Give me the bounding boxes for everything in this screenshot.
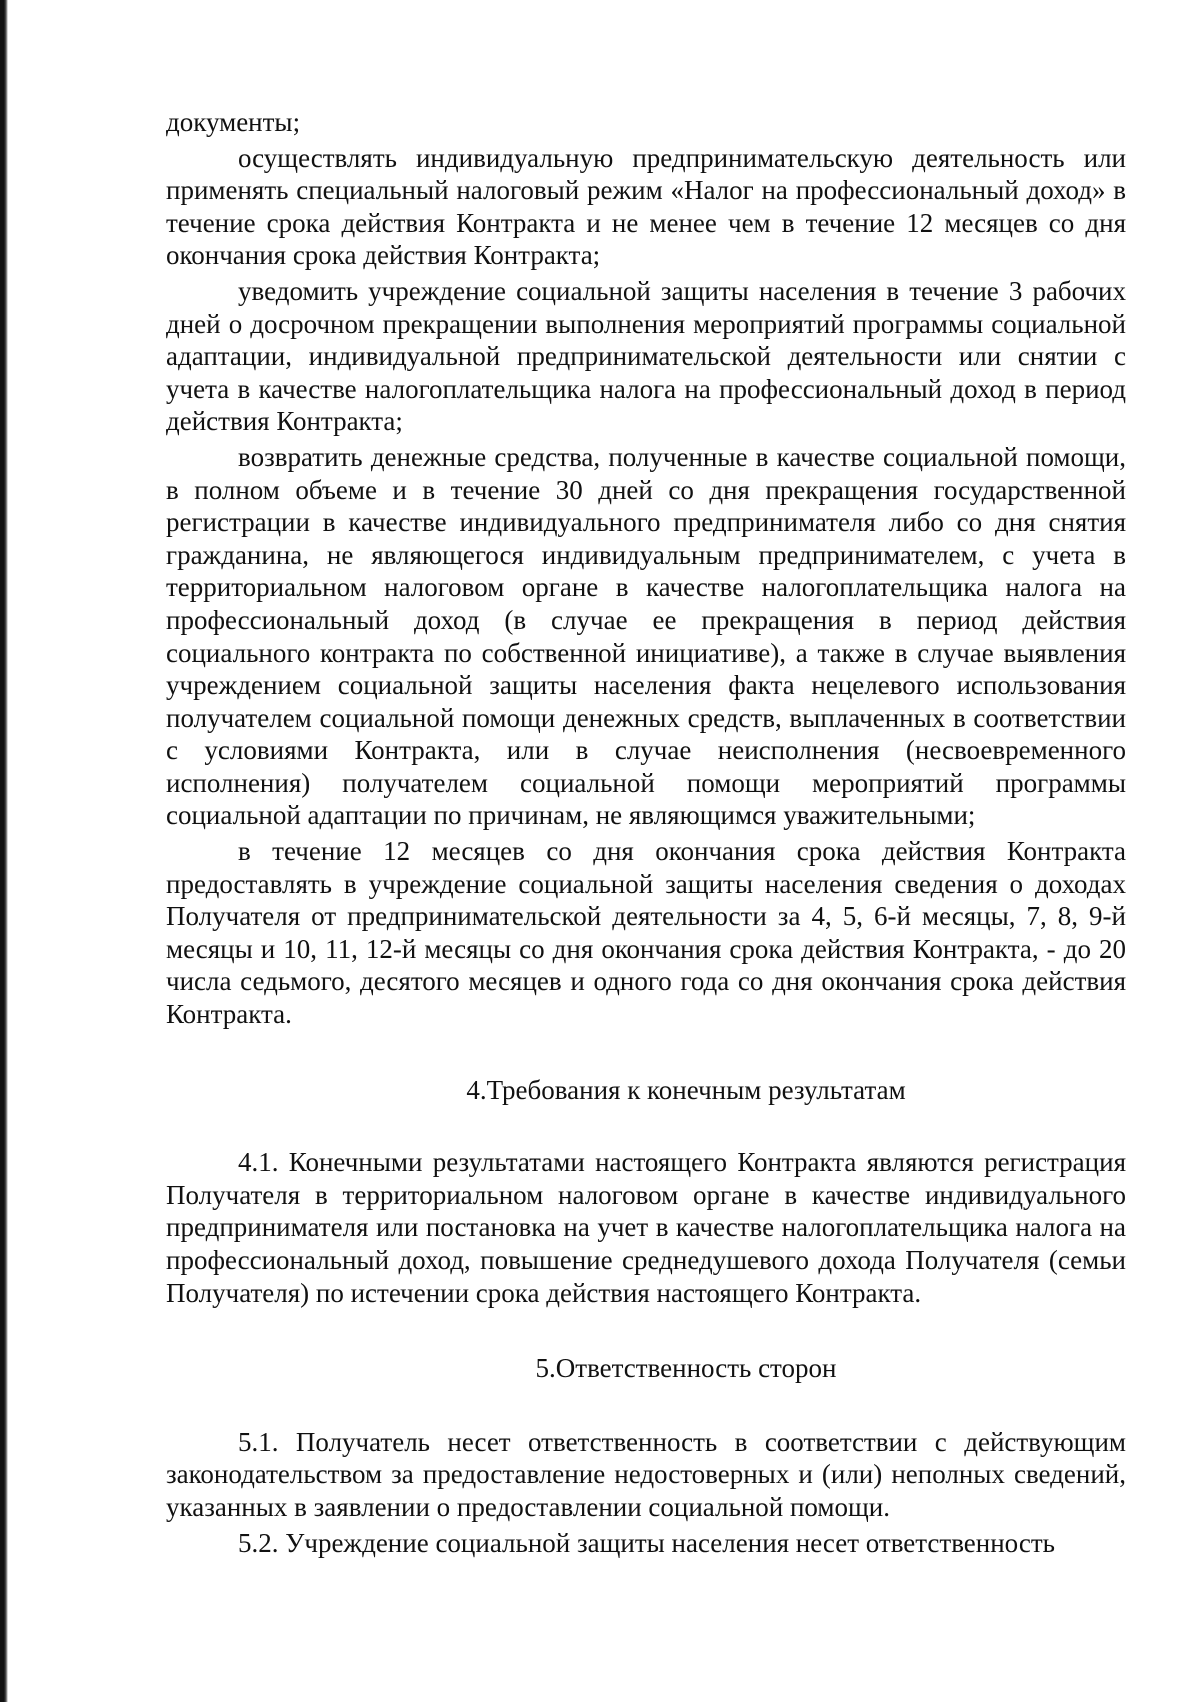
paragraph-income-reports: в течение 12 месяцев со дня окончания срока действия Контракта предоставлять в учреждение социальной защиты населения сведения о доходах Получателя от предпринимательской деятельности за 4, 5, 6-й месяцы, 7, 8, 9-й месяцы и 10, 11, 12-й месяцы со дня окончания срока действия Контракта, - до 20 числа седьмого, десятого месяцев и одного года со дня окончания срока действия Контракта.	[166, 836, 1126, 1030]
paragraph-entrepreneurship: осуществлять индивидуальную предпринимательскую деятельность или применять специальный налоговый режим «Налог на профессиональный доход» в течение срока действия Контракта и не менее чем в течение 12 месяцев со дня окончания срока действия Контракта;	[166, 142, 1126, 271]
scan-left-edge	[0, 0, 8, 1702]
paragraph-5-1: 5.1. Получатель несет ответственность в соответствии с действующим законодательством за предоставление недостоверных и (или) неполных сведений, указанных в заявлении о предоставлении социальной помощи.	[166, 1426, 1126, 1522]
document-page	[166, 106, 1126, 1562]
section-4-title: 4.Требования к конечным результатам	[466, 1074, 906, 1105]
paragraph-return-funds: возвратить денежные средства, полученные в качестве социальной помощи, в полном объеме и в течение 30 дней со дня прекращения государственной регистрации в качестве индивидуального предпринимателя либо со дня снятия гражданина, не являющегося индивидуальным предпринимателем, с учета в территориальном налоговом органе в качестве налогоплательщика налога на профессиональный доход (в случае ее прекращения в период действия социального контракта по собственной инициативе), а также в случае выявления учреждением социальной защиты населения факта нецелевого использования получателем социальной помощи денежных средств, выплаченных в соответствии с условиями Контракта, или в случае неисполнения (несвоевременного исполнения) получателем социальной помощи мероприятий программы социальной адаптации по причинам, не являющимся уважительными;	[166, 441, 1126, 831]
paragraph-documents: документы;	[166, 107, 301, 137]
paragraph-4-1: 4.1. Конечными результатами настоящего Контракта являются регистрация Получателя в территориальном налоговом органе в качестве индивидуального предпринимателя или постановка на учет в качестве налогоплательщика налога на профессиональный доход, повышение среднедушевого дохода Получателя (семьи Получателя) по истечении срока действия настоящего Контракта.	[166, 1147, 1126, 1308]
paragraph-notify: уведомить учреждение социальной защиты населения в течение 3 рабочих дней о досрочном прекращении выполнения мероприятий программы социальной адаптации, индивидуальной предпринимательской деятельности или снятии с учета в качестве налогоплательщика налога на профессиональный доход в период действия Контракта;	[166, 275, 1126, 437]
paragraph-5-2: 5.2. Учреждение социальной защиты населения несет ответственность	[238, 1527, 1055, 1558]
section-5-title: 5.Ответственность сторон	[535, 1353, 837, 1384]
